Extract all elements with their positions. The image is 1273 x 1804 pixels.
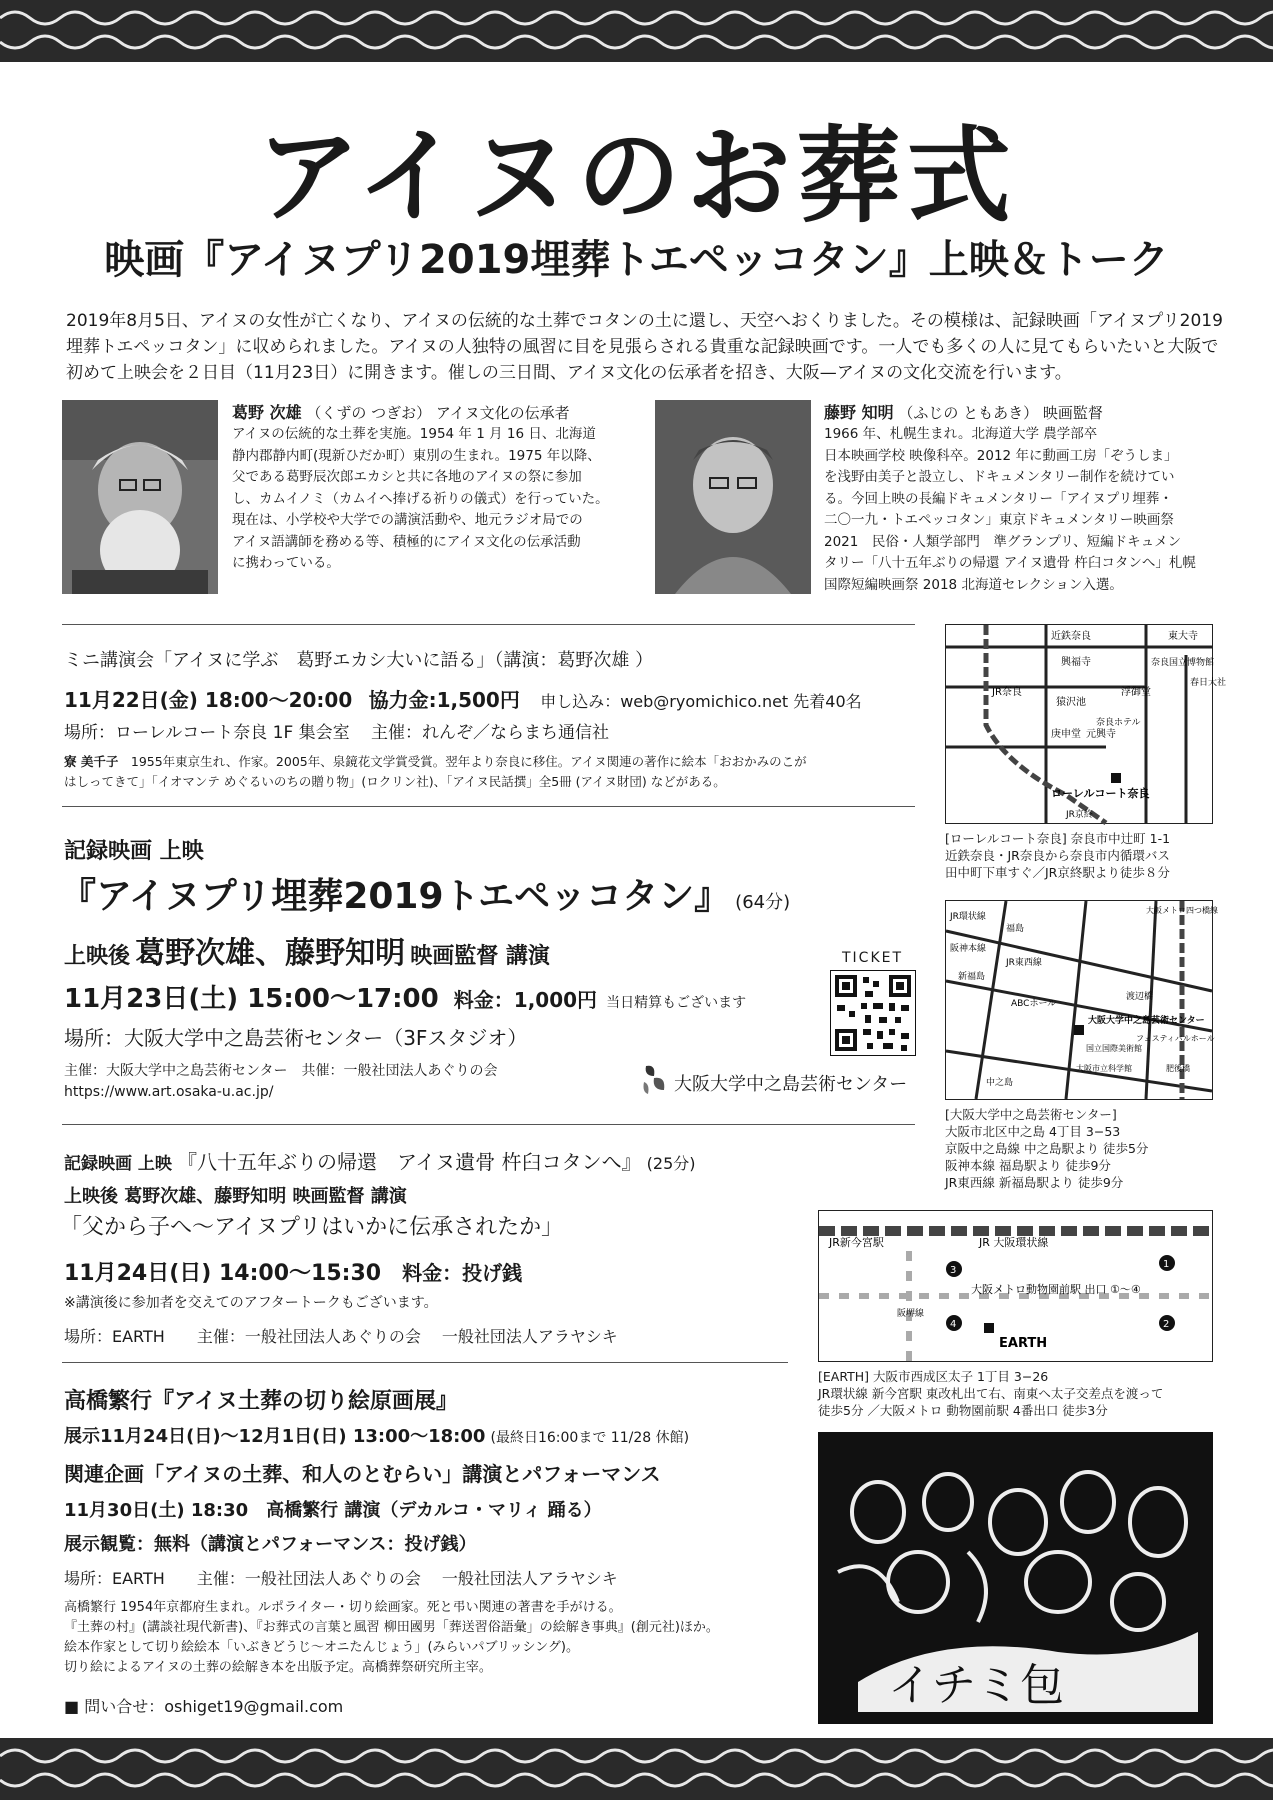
- map-label: 阪神本線: [950, 944, 987, 954]
- map-label: 中之島: [986, 1078, 1014, 1088]
- event3-schedule: [64, 1256, 522, 1287]
- map-earth-caption: [818, 1368, 1213, 1419]
- event1-date: 11月22日(金) 18:00～20:00: [64, 688, 353, 712]
- map-label: 近鉄奈良: [1051, 631, 1091, 642]
- map-caption-line: 大阪市北区中之島 4丁目 3−53: [945, 1124, 1121, 1139]
- map-label: フェスティバルホール: [1136, 1034, 1215, 1043]
- event2-talk-prefix: 上映後: [64, 944, 131, 969]
- map-label: 大阪メトロ動物園前駅 出口 ①～④: [971, 1283, 1141, 1296]
- intro-paragraph: [66, 308, 1223, 386]
- event3-theme: 「父から子へ～アイヌプリはいかに伝承されたか」: [60, 1215, 564, 1240]
- event2-film-line: [60, 868, 790, 919]
- map-nara: [945, 624, 1227, 824]
- intro-line: 埋葬トエペッコタン」に収められました。アイヌの人独特の風習に目を見張らされる貴重な記録映画です。一人でも多くの人に見てもらいたいと大阪で: [66, 337, 1219, 357]
- bio-line: を浅野由美子と設立し、ドキュメンタリー制作を続けてい: [824, 469, 1175, 485]
- event1-note: [64, 752, 807, 792]
- contact-info: ■ 問い合せ：oshiget19@gmail.com: [64, 1697, 344, 1716]
- event4-related: 関連企画「アイヌの土葬、和人のとむらい」講演とパフォーマンス: [64, 1462, 661, 1486]
- map-caption-line: 田中町下車すぐ／JR京終駅より徒歩８分: [945, 865, 1170, 880]
- top-decorative-border: [0, 0, 1273, 62]
- event3-note: ※講演後に参加者を交えてのアフタートークもございます。: [64, 1295, 438, 1311]
- event3-talk: 上映後 葛野次雄、藤野知明 映画監督 講演: [64, 1186, 407, 1207]
- wave-pattern-bottom: [0, 1738, 1273, 1800]
- bio-line: に携わっている。: [232, 555, 340, 571]
- bio1-name: 葛野 次雄: [232, 403, 302, 422]
- event4-dates-note: (最終日16:00まで 11/28 休館): [490, 1430, 690, 1446]
- event2-fee: 料金：1,000円: [453, 988, 598, 1012]
- map-label: ローレルコート奈良: [1051, 787, 1150, 800]
- event1-venue-line: [64, 718, 609, 743]
- map-nara-caption: [945, 830, 1213, 881]
- event3-venue: 場所：EARTH 主催：一般社団法人あぐりの会 一般社団法人アラヤシキ: [64, 1327, 618, 1346]
- logo-text: 大阪大学中之島芸術センター: [674, 1074, 908, 1095]
- bio2-text: [824, 424, 1224, 596]
- cutout-lettering: イチミ包: [888, 1660, 1064, 1711]
- event3-film: 『八十五年ぶりの帰還 アイヌ遺骨 杵臼コタンへ』: [177, 1150, 642, 1174]
- bio2-heading: [824, 400, 1224, 423]
- map-label: 興福寺: [1061, 657, 1091, 668]
- bio-line: 静内郡静内町(現新ひだか町）東別の生まれ。1975 年以降、: [232, 447, 601, 464]
- portrait-illustration: [62, 400, 218, 594]
- map-caption-line: [EARTH] 大阪市西成区太子 1丁目 3−26: [818, 1369, 1049, 1384]
- event3-length: (25分): [646, 1154, 696, 1173]
- map-osaka-nakanoshima: [945, 900, 1218, 1100]
- intro-line: 初めて上映会を２日目（11月23日）に開きます。催しの三日間、アイヌ文化の伝承者を招き、大阪—アイヌの文化交流を行います。: [66, 363, 1072, 383]
- map-label: 国立国際美術館: [1086, 1044, 1142, 1053]
- event1-host: 主催：れんぞ／ならまち通信社: [371, 723, 610, 743]
- page-title: アイヌのお葬式: [256, 114, 1017, 237]
- map-osaka-caption: [945, 1106, 1213, 1191]
- cutout-art: [818, 1432, 1213, 1724]
- paper-cutout-illustration: [818, 1432, 1213, 1724]
- event4-talk: 11月30日(土) 18:30 高橋繁行 講演（デカルコ・マリィ 踊る）: [64, 1500, 602, 1521]
- ticket-label: TICKET: [842, 950, 904, 966]
- event4-dates-line: [64, 1422, 689, 1448]
- wave-pattern-top: [0, 0, 1273, 62]
- bio-line: タリー「八十五年ぶりの帰還 アイヌ遺骨 杵臼コタンへ」札幌: [824, 555, 1196, 571]
- map-label: 大阪市立科学館: [1076, 1064, 1132, 1073]
- map-label: EARTH: [999, 1336, 1048, 1351]
- event3-film-line: [64, 1146, 696, 1175]
- ticket-qr-code[interactable]: [830, 970, 916, 1056]
- event1-heading: ミニ講演会「アイヌに学ぶ 葛野エカシ大いに語る」（講演：葛野次雄 ）: [64, 650, 654, 671]
- bio-line: 2021 民俗・人類学部門 準グランプリ、短編ドキュメン: [824, 533, 1182, 550]
- map-caption-line: JR東西線 新福島駅より 徒歩9分: [945, 1175, 1124, 1190]
- intro-line: 2019年8月5日、アイヌの女性が亡くなり、アイヌの伝統的な土葬でコタンの土に還し、天空へおくりました。その模様は、記録映画「アイヌプリ2019: [66, 311, 1223, 331]
- map-caption-line: [大阪大学中之島芸術センター]: [945, 1107, 1117, 1122]
- map-label: 元興寺: [1086, 729, 1116, 740]
- qr-code-icon: [831, 971, 915, 1055]
- event3-date: 11月24日(日) 14:00～15:30: [64, 1261, 382, 1286]
- portrait-illustration: [655, 400, 811, 594]
- divider: [62, 806, 915, 807]
- map-earth-graphic: [819, 1211, 1212, 1361]
- event2-schedule: [64, 978, 746, 1015]
- event3-label: 記録映画 上映: [64, 1154, 172, 1174]
- map-label: 浮御堂: [1121, 687, 1151, 698]
- bio1-text: [232, 424, 632, 575]
- bio-line: アイヌ語講師を務める等、積極的にアイヌ文化の伝承活動: [232, 533, 581, 550]
- map-caption-line: 京阪中之島線 中之島駅より 徒歩5分: [945, 1141, 1149, 1156]
- bio1-reading: （くずの つぎお）: [306, 404, 432, 422]
- event2-talk-suffix: 映画監督 講演: [410, 944, 550, 969]
- event2-host: 主催：大阪大学中之島芸術センター 共催：一般社団法人あぐりの会: [64, 1063, 498, 1079]
- map-label: 春日大社: [1190, 678, 1227, 688]
- event1-schedule: [64, 684, 862, 713]
- event3-fee: 料金：投げ銭: [402, 1261, 523, 1285]
- event1-apply: 申し込み：web@ryomichico.net 先着40名: [540, 692, 862, 711]
- bottom-decorative-border: [0, 1738, 1273, 1800]
- page-subtitle: 映画『アイヌプリ2019埋葬トエペッコタン』上映＆トーク: [104, 237, 1169, 283]
- bio-line: 1966 年、札幌生まれ。北海道大学 農学部卒: [824, 426, 1098, 442]
- map-label: 東大寺: [1168, 631, 1198, 642]
- bio-line: 父である葛野辰次郎エカシと共に各地のアイヌの祭に参加: [232, 469, 582, 485]
- map-label: 3: [950, 1265, 957, 1276]
- map-label: 猿沢池: [1056, 697, 1086, 708]
- map-label: 肥後橋: [1166, 1064, 1190, 1073]
- map-osaka-graphic: [946, 901, 1218, 1099]
- event1-fee: 協力金:1,500円: [368, 688, 520, 712]
- map-nara-graphic: [946, 625, 1227, 823]
- event4-heading: 高橋繁行『アイヌ土葬の切り絵原画展』: [64, 1389, 459, 1414]
- event1-note-name: 寮 美千子: [64, 754, 119, 769]
- map-label: 渡辺橋: [1126, 992, 1154, 1002]
- portrait-fujino: [655, 400, 811, 594]
- map-label: 大阪メトロ四つ橋線: [1146, 906, 1218, 915]
- map-caption-line: JR環状線 新今宮駅 東改札出て右、南東へ太子交差点を渡って: [818, 1386, 1164, 1401]
- event4-venue: 場所：EARTH 主催：一般社団法人あぐりの会 一般社団法人アラヤシキ: [64, 1569, 618, 1588]
- map-label: 庚申堂: [1051, 729, 1081, 740]
- map-label: JR京終: [1066, 810, 1093, 820]
- map-label: 大阪大学中之島芸術センター: [1088, 1016, 1205, 1026]
- map-label: JR環状線: [950, 912, 986, 922]
- map-label: 新福島: [958, 972, 986, 982]
- map-label: 阪堺線: [897, 1309, 925, 1319]
- divider: [62, 624, 915, 625]
- event4-fee: 展示観覧：無料（講演とパフォーマンス：投げ銭）: [64, 1534, 477, 1555]
- event2-talk-names: 葛野次雄、藤野知明: [135, 936, 406, 971]
- map-label: ABCホール: [1011, 999, 1057, 1009]
- event2-talk: [64, 928, 550, 972]
- event2-date: 11月23日(土) 15:00～17:00: [64, 984, 439, 1014]
- bio2-reading: （ふじの ともあき）: [898, 404, 1039, 422]
- map-caption-line: [ローレルコート奈良] 奈良市中辻町 1-1: [945, 831, 1171, 846]
- portrait-kuzuno: [62, 400, 218, 594]
- map-label: JR新今宮駅: [829, 1236, 884, 1249]
- bio-line: し、カムイノミ（カムイへ捧げる祈りの儀式）を行っていた。: [232, 490, 609, 507]
- event4-bio-line: 高橋繁行 1954年京都府生まれ。ルポライター・切り絵画家。死と弔い関連の著書を手がける。: [64, 1600, 622, 1615]
- leaf-logo-icon: [640, 1062, 672, 1098]
- event1-note-text: 1955年東京生れ、作家。2005年、泉鏡花文学賞受賞。翌年より奈良に移住。アイヌ関連の著作に絵本「おおかみのこが: [130, 754, 807, 769]
- event4-dates: 展示11月24日(日)～12月1日(日) 13:00～18:00: [64, 1426, 486, 1447]
- event4-bio: [64, 1598, 719, 1678]
- event2-length: (64分): [735, 892, 791, 913]
- map-label: JR奈良: [992, 687, 1022, 698]
- map-earth: [818, 1210, 1213, 1362]
- map-label: 奈良国立博物館: [1151, 658, 1215, 668]
- bio-line: 日本映画学校 映像科卒。2012 年に動画工房「ぞうしま」: [824, 447, 1178, 464]
- bio1-role: アイヌ文化の伝承者: [435, 404, 570, 422]
- event2-venue: 場所：大阪大学中之島芸術センター（3Fスタジオ）: [64, 1026, 528, 1050]
- event2-film: 『アイヌプリ埋葬2019トエペッコタン』: [60, 876, 731, 917]
- bio2-role: 映画監督: [1042, 404, 1103, 422]
- osaka-university-logo: [640, 1062, 918, 1098]
- event2-fee-note: 当日精算もございます: [606, 995, 747, 1011]
- event1-venue: 場所：ローレルコート奈良 1F 集会室: [64, 723, 350, 743]
- event4-bio-line: 絵本作家として切り絵絵本「いぶきどうじ～オニたんじょう」(みらいパブリッシング)。: [64, 1640, 579, 1655]
- map-label: 2: [1163, 1319, 1170, 1330]
- event1-note-text2: はしってきて」「イオマンテ めぐるいのちの贈り物」(ロクリン社)、「アイヌ民話撰」全5冊 (アイヌ財団) などがある。: [64, 774, 726, 789]
- map-caption-line: 阪神本線 福島駅より 徒歩9分: [945, 1158, 1111, 1173]
- divider: [62, 1124, 915, 1125]
- bio-line: 現在は、小学校や大学での講演活動や、地元ラジオ局での: [232, 512, 583, 528]
- map-label: 4: [950, 1319, 957, 1330]
- bio-line: 二〇一九・トエペッコタン」東京ドキュメンタリー映画祭: [824, 512, 1174, 528]
- map-label: 福島: [1006, 924, 1025, 934]
- divider: [62, 1362, 788, 1363]
- bio-line: アイヌの伝統的な土葬を実施。1954 年 1 月 16 日、北海道: [232, 426, 596, 442]
- event2-url[interactable]: https://www.art.osaka-u.ac.jp/: [64, 1084, 274, 1100]
- map-label: 1: [1163, 1259, 1170, 1270]
- event4-bio-line: 『土葬の村』(講談社現代新書)、『お葬式の言葉と風習 柳田國男「葬送習俗語彙」の絵解き事典』(創元社)ほか。: [64, 1620, 719, 1635]
- event4-bio-line: 切り絵によるアイヌの土葬の絵解き本を出版予定。高橋葬祭研究所主宰。: [64, 1660, 492, 1675]
- bio2-name: 藤野 知明: [824, 403, 894, 422]
- map-caption-line: 近鉄奈良・JR奈良から奈良市内循環バス: [945, 848, 1170, 863]
- bio-line: 国際短編映画祭 2018 北海道セレクション入選。: [824, 576, 1123, 593]
- map-caption-line: 徒歩5分 ／大阪メトロ 動物園前駅 4番出口 徒歩3分: [818, 1403, 1108, 1418]
- map-label: JR東西線: [1006, 958, 1042, 968]
- bio1-heading: [232, 400, 632, 423]
- map-label: JR 大阪環状線: [979, 1236, 1049, 1249]
- bio-line: る。今回上映の長編ドキュメンタリー「アイヌプリ埋葬・: [824, 490, 1173, 507]
- event2-label: 記録映画 上映: [64, 839, 204, 864]
- map-label: 奈良ホテル: [1096, 718, 1141, 728]
